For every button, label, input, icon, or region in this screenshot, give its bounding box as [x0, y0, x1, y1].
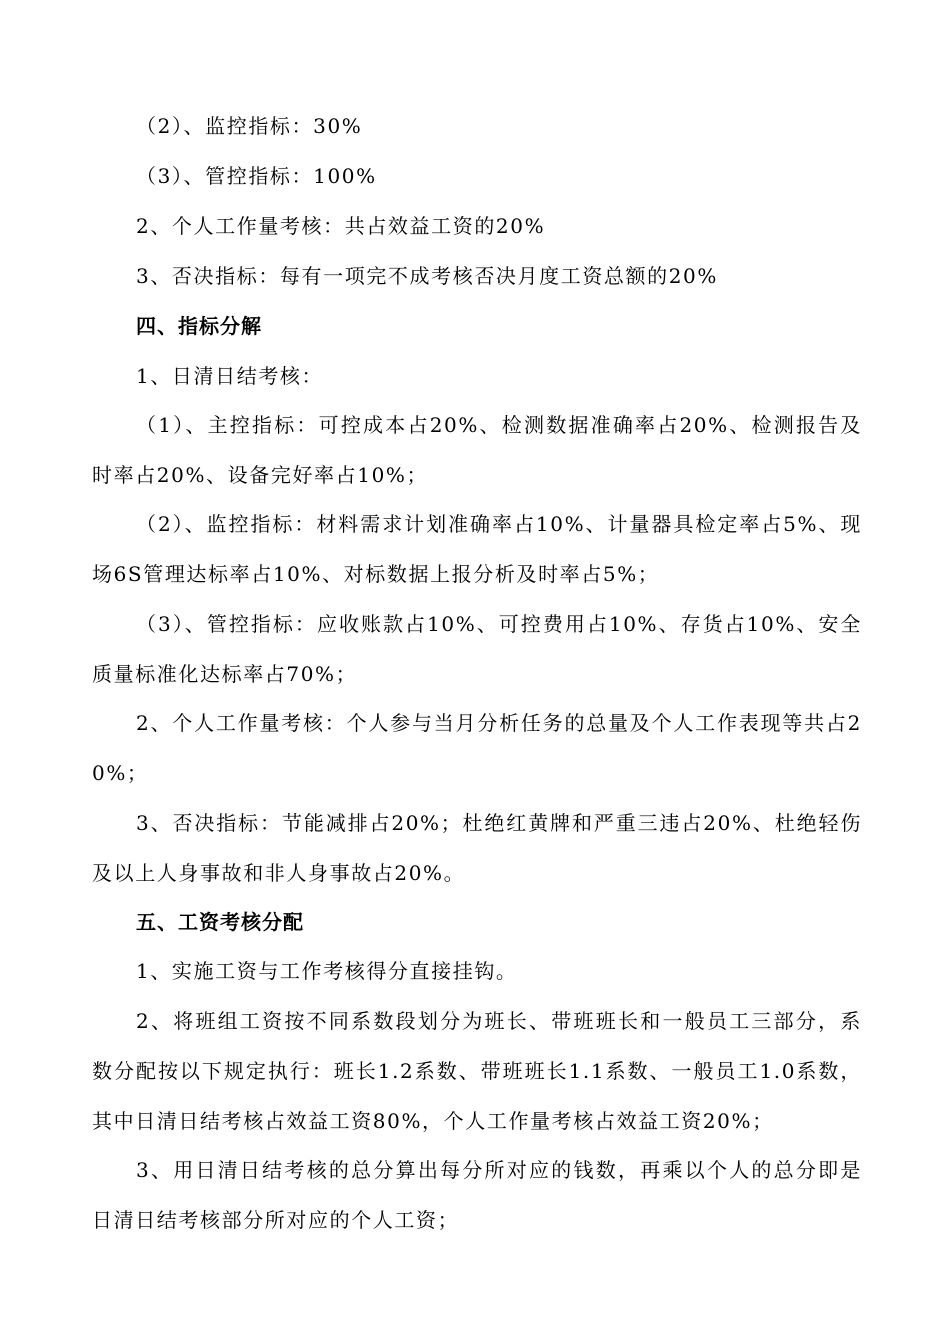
paragraph-control-index-weight: （3）、管控指标：100% [136, 164, 377, 188]
paragraph-coefficient-allocation: 2、将班组工资按不同系数段划分为班长、带班班长和一般员工三部分，系数分配按以下规定执行：班长1.2系数、带班班长1.1系数、一般员工1.0系数，其中日清日结考核占效益工资80%，个人工作量考核占效益工资20%； [92, 1009, 862, 1133]
paragraph-veto-index-detail: 3、否决指标：节能减排占20%；杜绝红黄牌和严重三违占20%、杜绝轻伤及以上人身事故和非人身事故占20%。 [92, 811, 862, 885]
paragraph-control-index-detail: （3）、管控指标：应收账款占10%、可控费用占10%、存货占10%、安全质量标准化达标率占70%； [92, 612, 862, 686]
section-heading-salary-allocation: 五、工资考核分配 [136, 910, 304, 934]
paragraph-salary-linkage: 1、实施工资与工作考核得分直接挂钩。 [136, 959, 518, 983]
paragraph-main-control-index: （1）、主控指标：可控成本占20%、检测数据准确率占20%、检测报告及时率占20%、设备完好率占10%； [92, 413, 862, 487]
paragraph-veto-index-weight: 3、否决指标：每有一项完不成考核否决月度工资总额的20% [136, 264, 718, 288]
paragraph-personal-workload-detail: 2、个人工作量考核：个人参与当月分析任务的总量及个人工作表现等共占20%； [92, 711, 862, 785]
paragraph-score-calculation: 3、用日清日结考核的总分算出每分所对应的钱数，再乘以个人的总分即是日清日结考核部分所对应的个人工资； [92, 1158, 862, 1232]
paragraph-personal-workload-weight: 2、个人工作量考核：共占效益工资的20% [136, 214, 546, 238]
paragraph-monitor-index-weight: （2）、监控指标：30% [136, 114, 363, 138]
section-heading-index-breakdown: 四、指标分解 [136, 314, 262, 338]
paragraph-daily-assessment: 1、日清日结考核： [136, 364, 324, 388]
paragraph-monitor-index-detail: （2）、监控指标：材料需求计划准确率占10%、计量器具检定率占5%、现场6S管理达标率占10%、对标数据上报分析及时率占5%； [92, 512, 862, 586]
